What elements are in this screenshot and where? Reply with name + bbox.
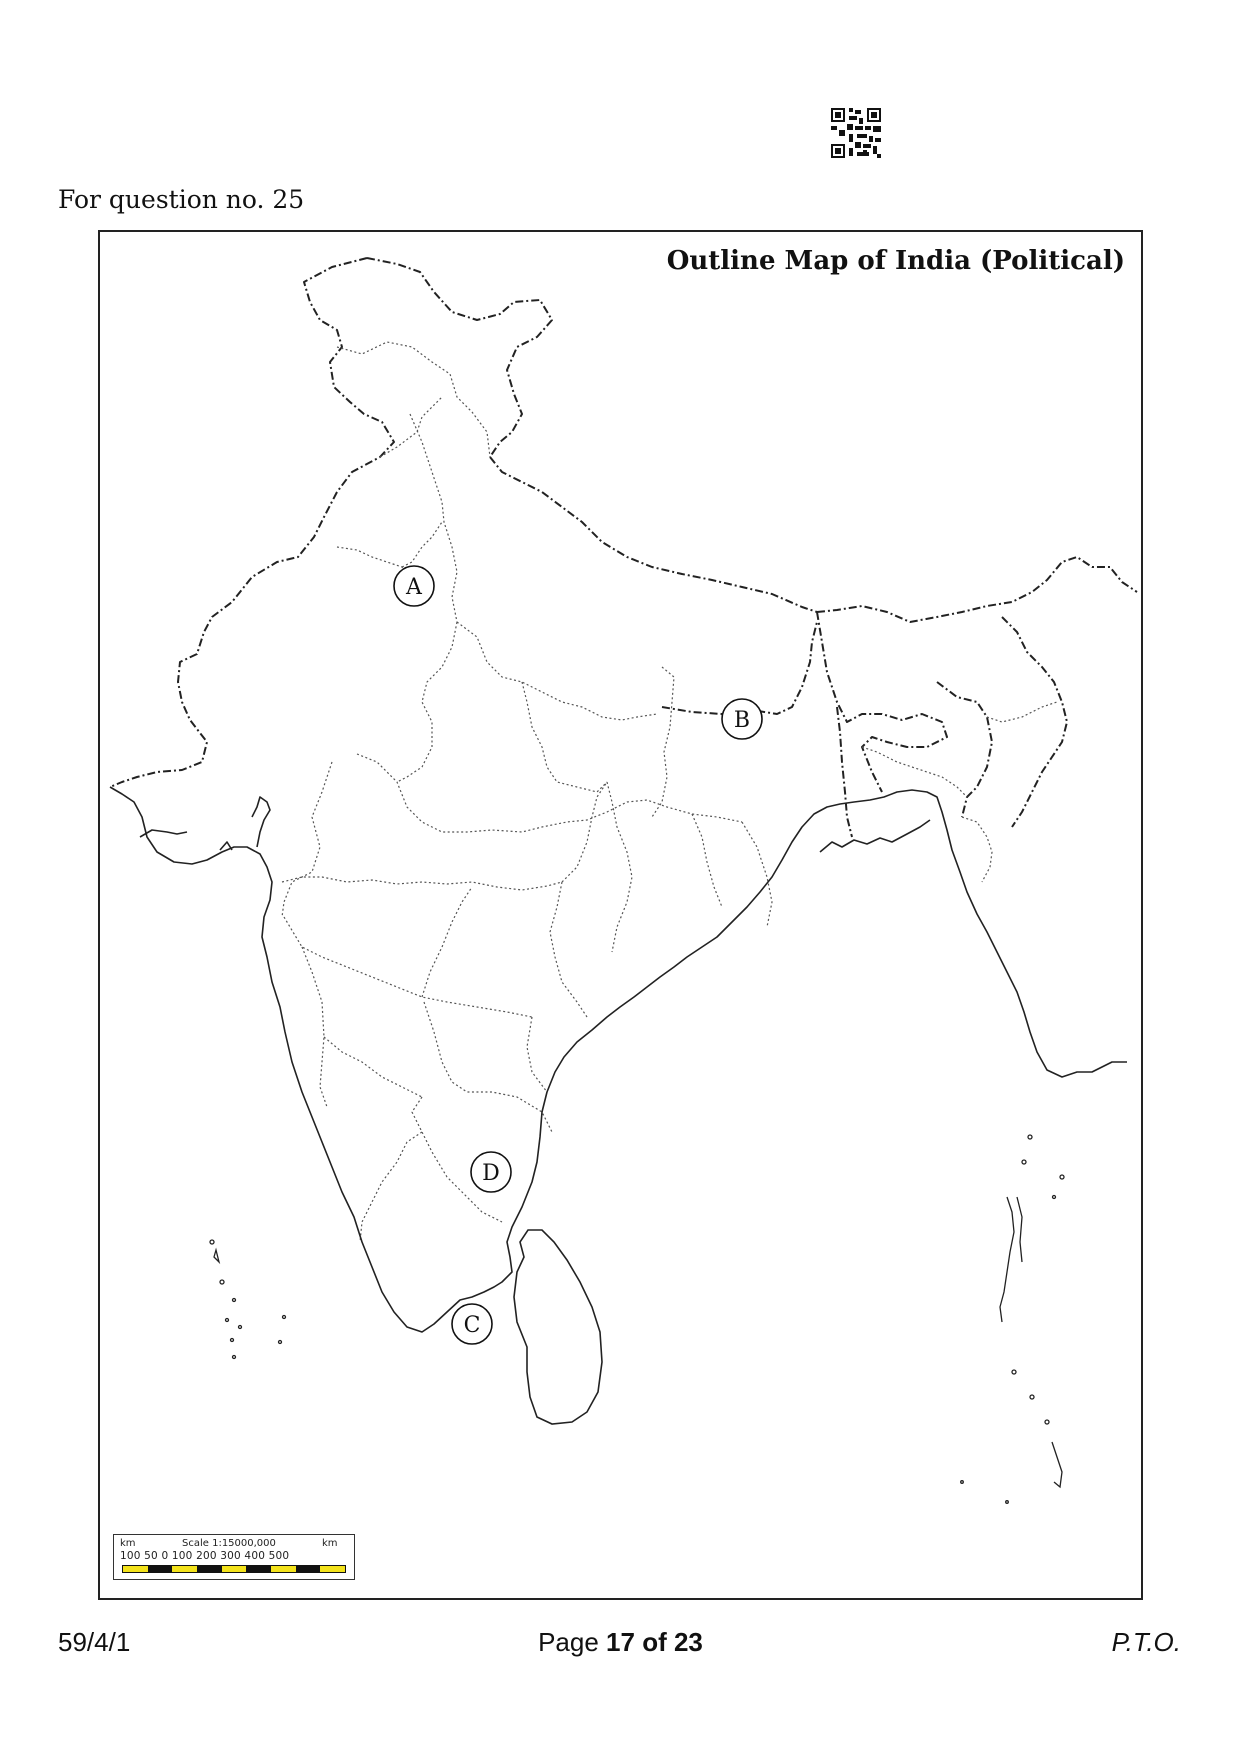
scale-segment xyxy=(296,1566,321,1572)
marker-c-label: C xyxy=(463,1313,481,1338)
coastline xyxy=(110,787,1127,1332)
page-of: of xyxy=(634,1627,674,1657)
marker-b xyxy=(722,699,762,739)
india-outline-map xyxy=(100,232,1141,1598)
scale-segment xyxy=(222,1566,247,1572)
marker-d-label: D xyxy=(482,1161,500,1186)
page-total: 23 xyxy=(673,1627,703,1657)
map-scale-legend xyxy=(113,1534,355,1580)
scale-bar xyxy=(122,1565,346,1573)
scale-segment xyxy=(271,1566,296,1572)
map-frame xyxy=(98,230,1143,1600)
scale-ticks: 100 50 0 100 200 300 400 500 xyxy=(120,1550,290,1562)
marker-a-label: A xyxy=(406,575,422,600)
scale-segment xyxy=(197,1566,222,1572)
sri-lanka-outline xyxy=(514,1230,602,1424)
state-boundaries xyxy=(282,342,1057,1242)
scale-caption: Scale 1:15000,000 xyxy=(182,1538,276,1549)
scale-unit-left: km xyxy=(120,1538,136,1549)
international-boundary xyxy=(110,258,1137,837)
scale-segment xyxy=(172,1566,197,1572)
marker-a xyxy=(394,566,434,606)
islands xyxy=(210,1135,1064,1503)
question-reference: For question no. 25 xyxy=(58,185,305,214)
scale-unit-right: km xyxy=(322,1538,338,1549)
scale-segment xyxy=(148,1566,173,1572)
page-current: 17 xyxy=(606,1627,635,1657)
scale-segment xyxy=(320,1566,345,1572)
qr-code-icon xyxy=(831,108,881,158)
marker-c xyxy=(452,1304,492,1344)
page-prefix: Page xyxy=(538,1627,607,1657)
page-number xyxy=(0,1627,1241,1658)
please-turn-over: P.T.O. xyxy=(1111,1627,1181,1657)
scale-segment xyxy=(123,1566,148,1572)
scale-segment xyxy=(246,1566,271,1572)
map-title: Outline Map of India (Political) xyxy=(666,246,1125,276)
marker-d xyxy=(471,1152,511,1192)
marker-b-label: B xyxy=(733,708,751,733)
paper-code: 59/4/1 xyxy=(58,1627,131,1657)
